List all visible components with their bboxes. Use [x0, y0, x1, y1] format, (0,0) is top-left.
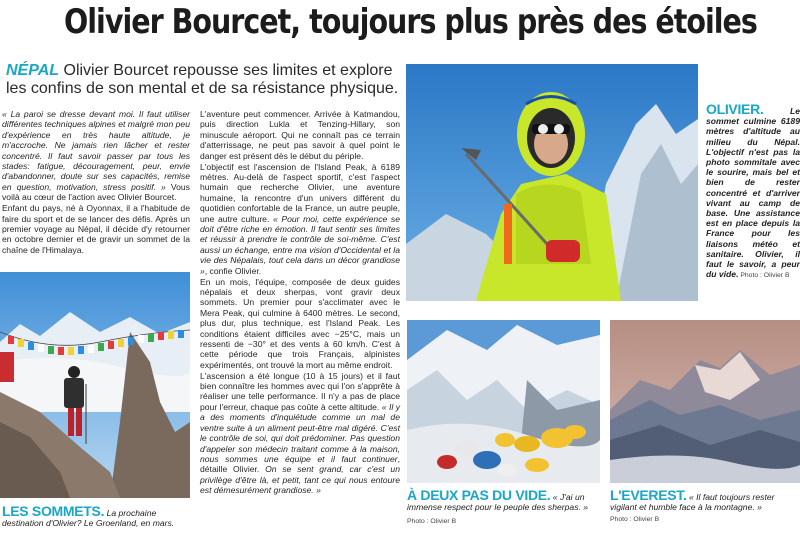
caption-summits: [2, 503, 192, 529]
caption-heading: OLIVIER.: [706, 101, 764, 117]
caption-heading: À DEUX PAS DU VIDE.: [407, 487, 551, 503]
quote: On se sent grand, car c'est un privilège d'être là, et petit, tant ce qui nous entoure est démesurément grandiose. »: [200, 464, 400, 496]
paragraph: Enfant du pays, né à Oyonnax, il a l'habitude de faire du sport et de se lancer des défis. Après un premier voyage au Népal, il décide d'y retourner en octobre dernier et de gravir un sommet de la chaîne de l'Himalaya.: [2, 203, 190, 255]
article-column-1: [2, 109, 190, 256]
quote: « La paroi se dresse devant moi. Il faut utiliser différentes techniques alpines et malgré mon peu d'expérience en très haute altitude, je m'accroche. Ne jamais rien lâcher et rester concentré. Il faut savoir passer par tous les stades: fatigue, découragement, peur, envie d'abandonner, doute sur ses capacités, remise en question, motivation, stress positif. »: [2, 109, 190, 192]
paragraph: L'aventure peut commencer. Arrivée à Katmandou, puis direction Lukla et Tenzing-Hillary, son minuscule aéroport. Qui ne connaît pas ce terrain d'atterrissage, ne peut pas savoir à quel point le danger est présent dès le début du périple.: [200, 109, 400, 161]
paragraph-text: L'ascension a été longue (10 à 15 jours) et il faut bien connaître les hommes avec qui l'on s'apprête à réaliser une telle performance. Il n'y a pas de place pour l'erreur, chaque pas coûte à cette altitude.: [200, 370, 400, 412]
quote: « Il y a des moments d'inquiétude comme un mal de ventre suite à un aliment peut-être mal digéré. C'est le contrôle de soi, qui doit prédominer. Pas question d'appeler son médecin traitant comme à la maison, nous sommes une équipe et il faut continuer: [200, 401, 400, 464]
lead-text: Olivier Bourcet repousse ses limites et explore les confins de son mental et de sa résistance physique.: [6, 62, 399, 97]
paragraph-text: , détaille Olivier.: [200, 453, 400, 475]
caption-text: « Il faut toujours rester vigilant et humble face à la montagne. »: [610, 492, 775, 513]
paragraph: [200, 162, 400, 276]
caption-heading: L'EVEREST.: [610, 487, 687, 503]
lead-paragraph: [6, 62, 401, 98]
paragraph-text: L'objectif est l'ascension de l'Island Peak, à 6189 mètres. Au-delà de l'aspect sportif, c'est l'aspect humain que recherche Olivier, une aventure humaine, la rencontre d'un univers différent du quotidien confortable de la France, un autre peuple, une autre culture.: [200, 161, 400, 224]
caption-olivier: [706, 101, 800, 281]
caption-heading: LES SOMMETS.: [2, 503, 105, 519]
paragraph: [200, 371, 400, 496]
article-column-2: [200, 109, 400, 496]
paragraph-text: , confie Olivier.: [204, 265, 262, 276]
paragraph-text: Vous voilà au cœur de l'action avec Olivier Bourcet.: [2, 181, 190, 203]
photo-summits: [0, 272, 190, 498]
photo-everest: [610, 320, 800, 483]
photo-base-camp: [407, 320, 600, 483]
page-title: Olivier Bourcet, toujours plus près des étoiles: [64, 2, 757, 42]
caption-base-camp: [407, 487, 603, 527]
caption-text: « J'ai un immense respect pour le peuple des sherpas. »: [407, 492, 589, 513]
photo-olivier: [406, 64, 698, 301]
paragraph: En un mois, l'équipe, composée de deux guides népalais et deux sherpas, vont gravir deux sommets. Un premier pour s'acclimater avec le Mera Peak, qui culmine à 6400 mètres. Le second, plus dur, plus technique, est l'Island Peak. Les conditions étaient difficiles avec −25°C, mais un ressenti de −30° et des vents à 60 km/h. C'est à cette période que trois Français, alpinistes expérimentés, ont trouvé la mort au même endroit.: [200, 276, 400, 370]
photo-credit: Photo : Olivier B: [407, 517, 457, 525]
photo-credit: Photo : Olivier B: [610, 515, 660, 523]
quote: « Pour moi, cette expérience se doit d'être riche en émotion. Il faut sentir ses limites et réussir à prendre le contrôle de soi-même. C'est aussi un échange, entre ma vision d'Occidental et la vie des Népalais, tout cela dans un décor grandiose »: [200, 213, 400, 276]
lead-kicker: NÉPAL: [6, 62, 60, 79]
paragraph: [2, 109, 190, 203]
caption-everest: [610, 487, 800, 525]
photo-credit: Photo : Olivier B: [738, 272, 790, 280]
caption-text: La prochaine destination d'Olivier? Le Groenland, en mars.: [2, 508, 175, 529]
caption-text: Le sommet culmine 6189 mètres d'altitude au milieu du Népal. L'objectif n'est pas la photo sommitale avec le sourire, mais bel et bien de rester concentré et d'arriver vivant au camp de base. Une assistance est en place depuis la France pour les liaisons météo et sanitaire. Olivier, il faut le savoir, a peur du vide.: [706, 106, 800, 280]
